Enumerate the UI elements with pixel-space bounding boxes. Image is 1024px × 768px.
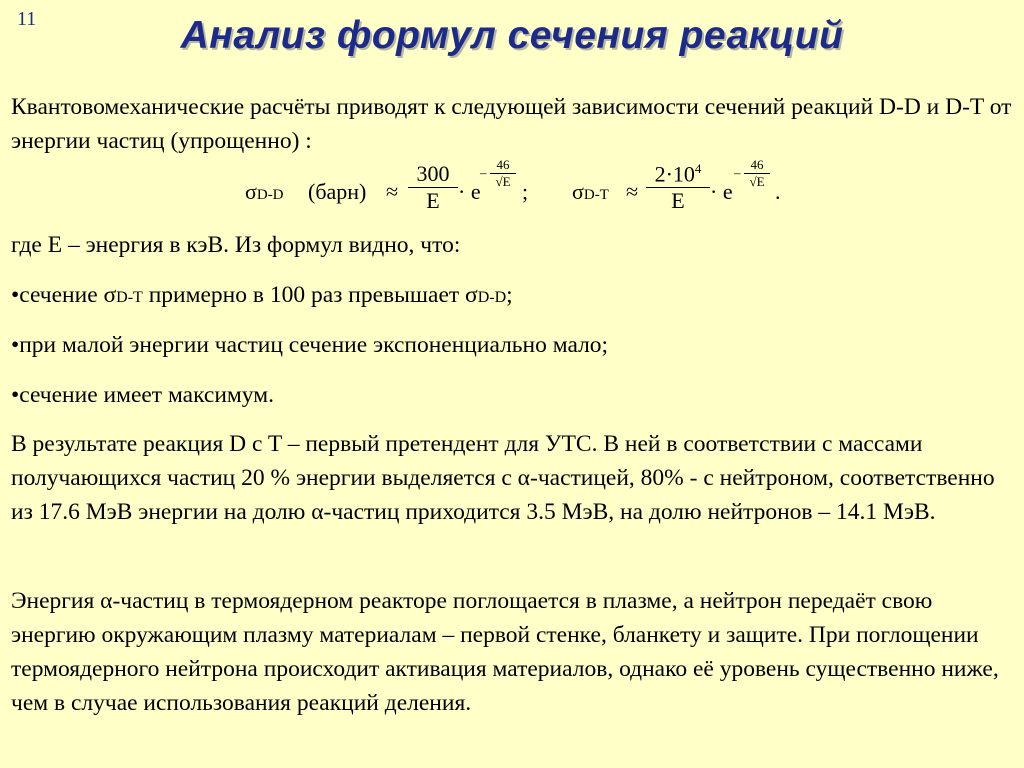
exp-minus-1: –: [480, 165, 487, 180]
exp-base-1: · e: [458, 179, 481, 204]
bullet-item-2: •при малой энергии частиц сечение экспоненциально мало;: [11, 332, 609, 358]
fraction-dt-numerator: $2\cdot 10^4$: [654, 161, 702, 187]
where-text: где Е – энергия в кэВ. Из формул видно, что:: [11, 232, 461, 258]
page-title: Анализ формул сечения реакций: [180, 14, 844, 57]
semicolon: ;: [522, 179, 529, 204]
exp-minus-2: –: [734, 165, 741, 180]
bullet-item-1: •сечение σD-T примерно в 100 раз превышает σD-D;: [11, 282, 513, 308]
cross-section-formula: [0, 157, 1024, 227]
exponent-dd: 46 √E: [490, 157, 516, 190]
period: .: [775, 179, 781, 204]
exponent-dt: 46 √E: [744, 157, 770, 190]
unit-barn: (барн): [308, 179, 367, 204]
fraction-dd-denominator: E: [426, 188, 440, 213]
paragraph-result: В результате реакция D c T – первый претендент для УТС. В ней в соответствии с массами получающихся частиц 20 % энергии выделяется с α-частицей, 80% - с нейтроном, соответственно из 17.6 МэВ энергии на долю α-частиц приходится 3.5 МэВ, на долю нейтронов – 14.1 МэВ.: [11, 431, 995, 525]
bullet-item-3: •сечение имеет максимум.: [11, 382, 274, 408]
approx-sign-1: ≈: [386, 179, 399, 204]
fraction-dd-numerator: 300: [416, 161, 450, 186]
sigma-dd: σD-D: [245, 179, 284, 204]
approx-sign-2: ≈: [626, 179, 639, 204]
fraction-dd: [408, 161, 458, 214]
intro-text: Квантовомеханические расчёты приводят к следующей зависимости сечений реакций D-D и D-T от энергии частиц (упрощенно) :: [11, 94, 1012, 154]
slide-number: 11: [17, 8, 37, 30]
fraction-dt: [646, 161, 710, 214]
exp-base-2: · e: [710, 179, 733, 204]
sigma-dt: σD-T: [572, 179, 609, 204]
paragraph-energy: Энергия α-частиц в термоядерном реакторе поглощается в плазме, а нейтрон передаёт свою энергию окружающим плазму материалам – первой стенке, бланкету и защите. При поглощении термоядерного нейтрона происходит активация материалов, однако её уровень существенно ниже, чем в случае использования реакций деления.: [11, 588, 999, 716]
fraction-dt-denominator: E: [671, 188, 685, 214]
